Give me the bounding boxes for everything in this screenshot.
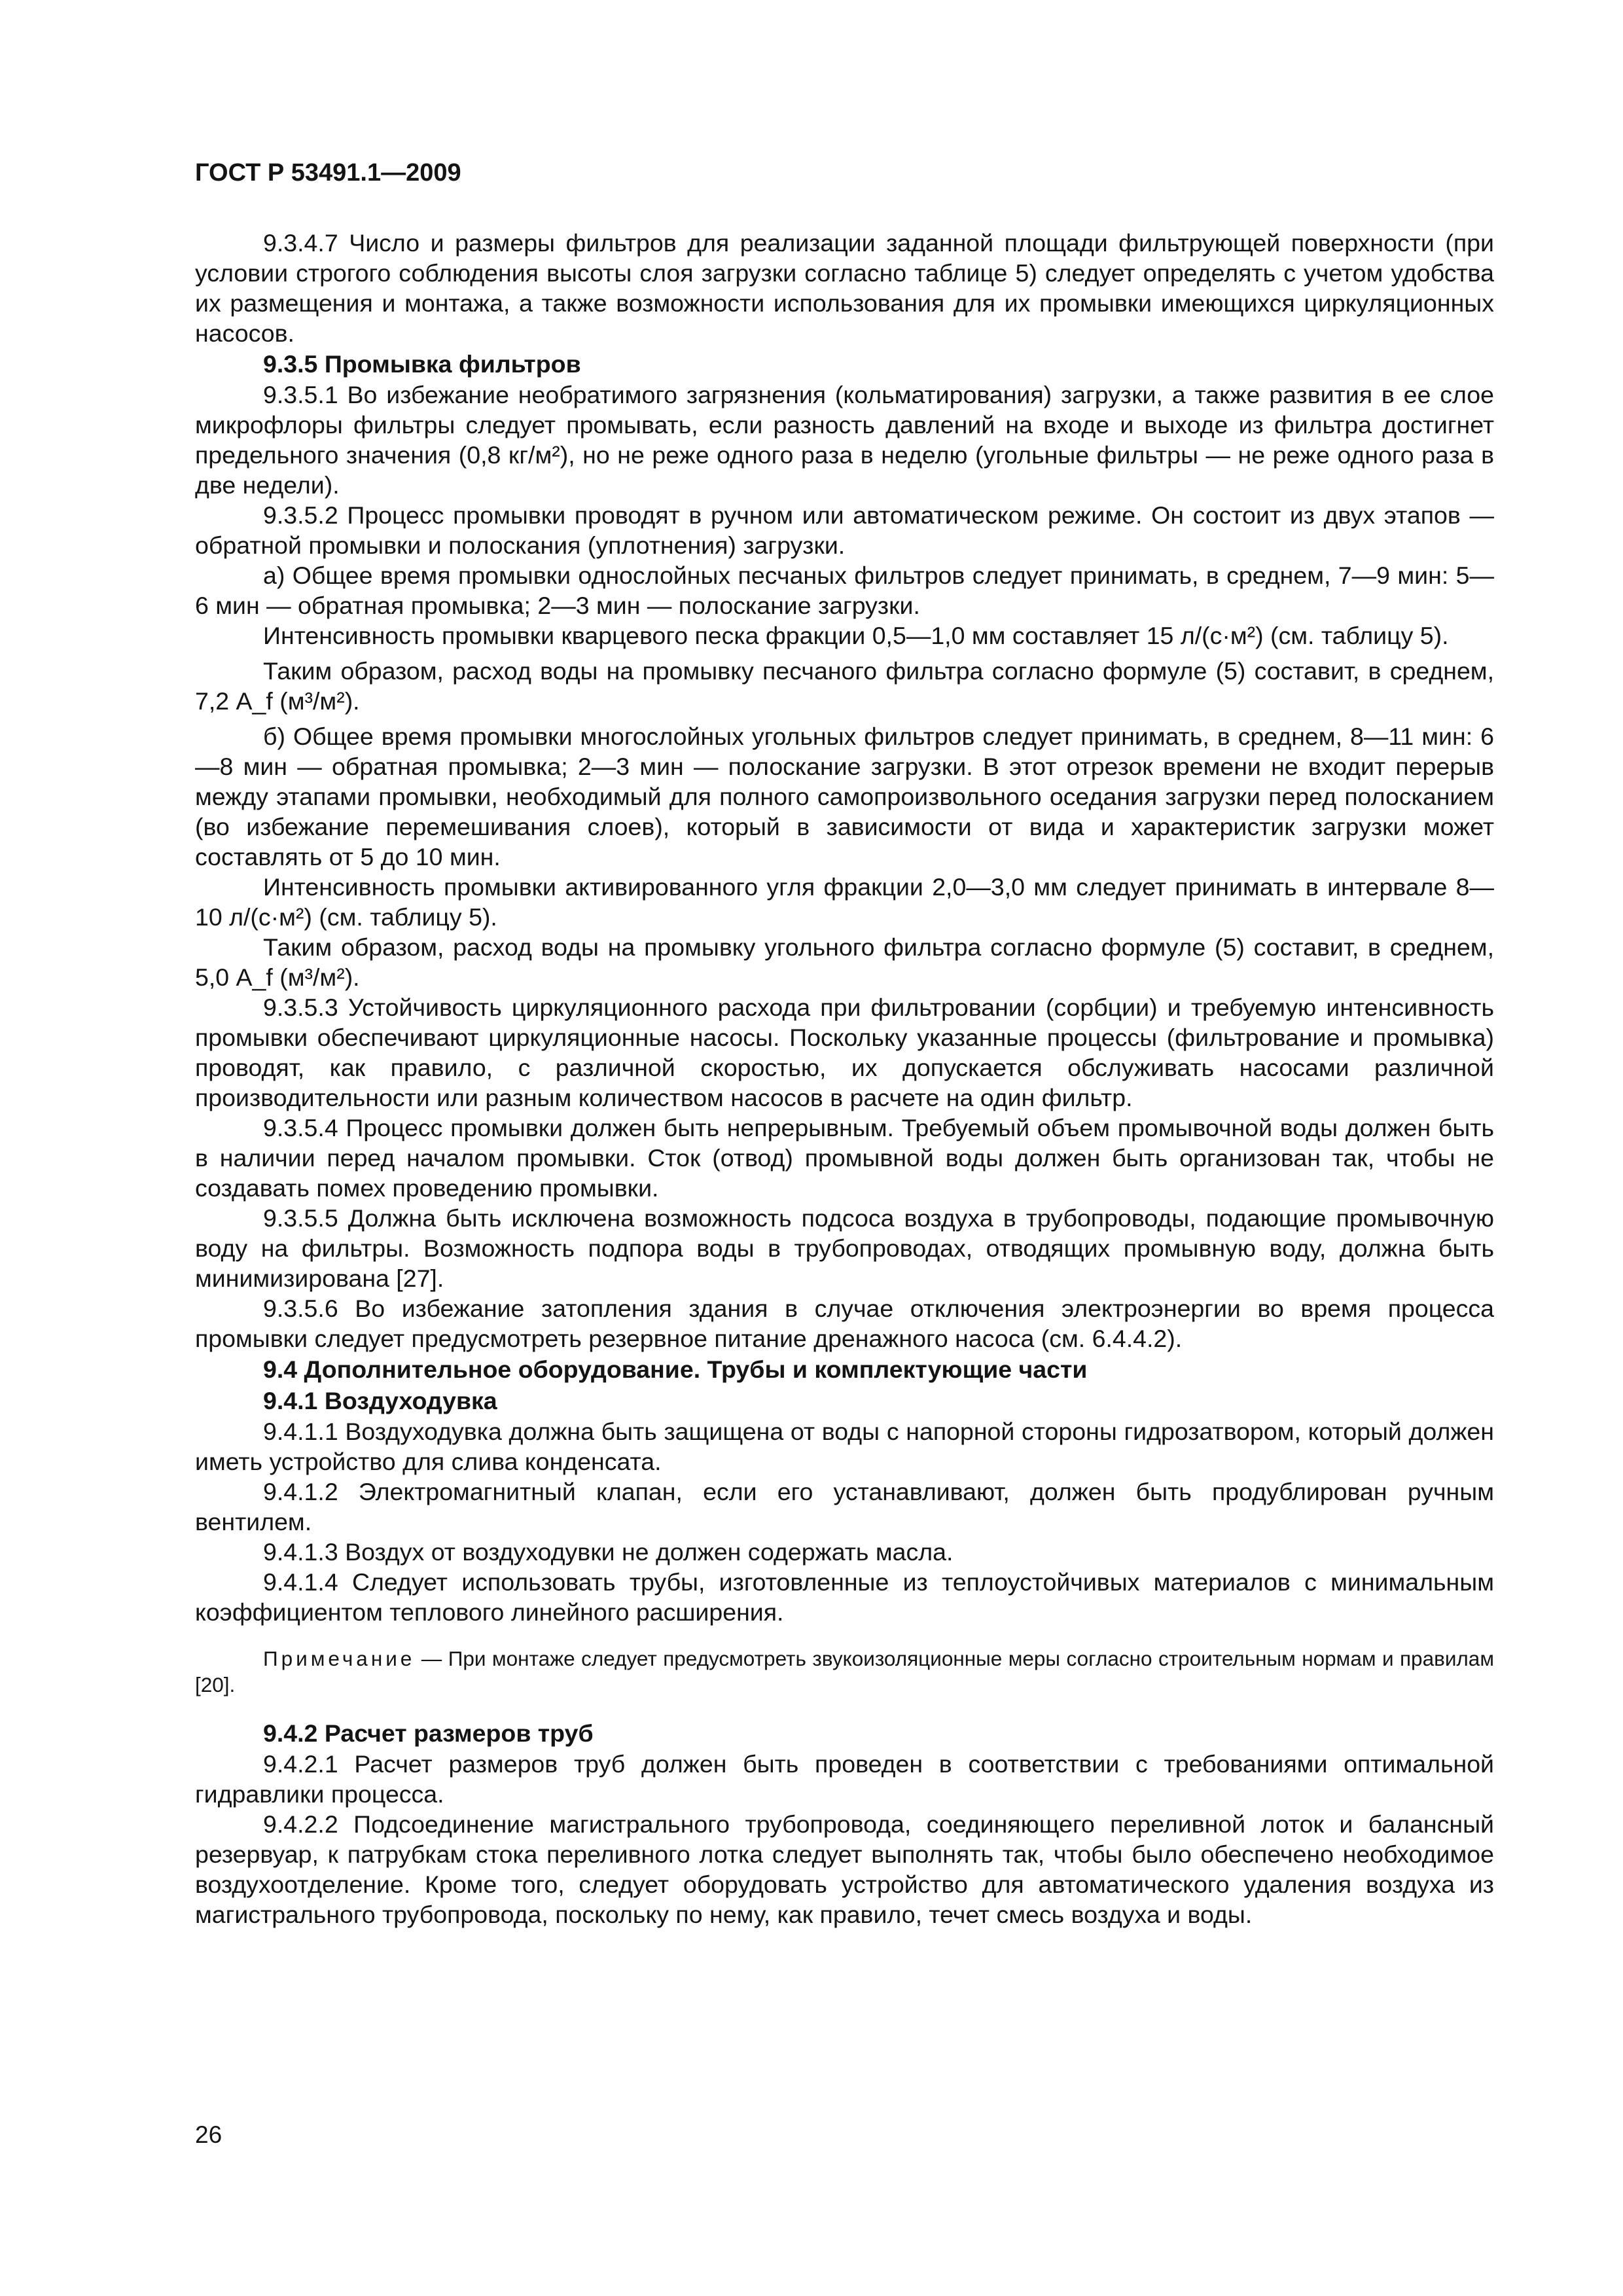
paragraph-item-a: а) Общее время промывки однослойных песчаных фильтров следует принимать, в среднем, 7—9 мин: 5—6 мин — обратная промывка; 2—3 мин — полоскание загрузки.: [195, 562, 1494, 619]
heading-9-4: 9.4 Дополнительное оборудование. Трубы и комплектующие части: [263, 1355, 1088, 1383]
paragraph-9-3-5-1: 9.3.5.1 Во избежание необратимого загрязнения (кольматирования) загрузки, а также развития в ее слое микрофлоры фильтры следует промывать, если разность давлений на входе и выходе из фильтра достигнет предельного значения (0,8 кг/м²), но не реже одного раза в неделю (угольные фильтры — не реже одного раза в две недели).: [195, 381, 1494, 499]
note-label: Примечание: [263, 1647, 416, 1670]
paragraph-item-b: б) Общее время промывки многослойных угольных фильтров следует принимать, в среднем, 8—11 мин: 6—8 мин — обратная промывка; 2—3 мин — полоскание загрузки. В этот отрезок времени не входит перерыв между этапами промывки, необходимый для полного самопроизвольного оседания загрузки перед полосканием (во избежание перемешивания слоев), который в зависимости от вида и характеристик загрузки может составлять от 5 до 10 мин.: [195, 723, 1494, 870]
heading-9-4-1: 9.4.1 Воздуходувка: [263, 1387, 497, 1414]
spacer: [195, 716, 1494, 721]
paragraph-9-3-5-5: 9.3.5.5 Должна быть исключена возможность подсоса воздуха в трубопроводы, подающие промывочную воду на фильтры. Возможность подпора воды в трубопроводах, отводящих промывную воду, должна быть минимизирована [27].: [195, 1204, 1494, 1292]
paragraph-9-3-5-3: 9.3.5.3 Устойчивость циркуляционного расхода при фильтровании (сорбции) и требуемую интенсивность промывки обеспечивают циркуляционные насосы. Поскольку указанные процессы (фильтрование и промывка) проводят, как правило, с различной скоростью, их допускается обслуживать насосами различной производительности или разным количеством насосов в расчете на один фильтр.: [195, 994, 1494, 1111]
document-code-header: ГОСТ Р 53491.1—2009: [195, 159, 461, 187]
paragraph-9-4-1-3: 9.4.1.3 Воздух от воздуходувки не должен содержать масла.: [263, 1538, 954, 1566]
heading-9-3-5: 9.3.5 Промывка фильтров: [263, 350, 581, 378]
note-text: — При монтаже следует предусмотреть звукоизоляционные меры согласно строительным нормам и правилам [20].: [195, 1647, 1494, 1696]
paragraph-9-3-5-6: 9.3.5.6 Во избежание затопления здания в случае отключения электроэнергии во время процесса промывки следует предусмотреть резервное питание дренажного насоса (см. 6.4.4.2).: [195, 1295, 1494, 1352]
spacer: [195, 651, 1494, 656]
paragraph-sand-intensity: Интенсивность промывки кварцевого песка фракции 0,5—1,0 мм составляет 15 л/(с·м²) (см. таблицу 5).: [263, 622, 1449, 649]
paragraph-9-3-4-7: 9.3.4.7 Число и размеры фильтров для реализации заданной площади фильтрующей поверхности (при условии строгого соблюдения высоты слоя загрузки согласно таблице 5) следует определять с учетом удобства их размещения и монтажа, а также возможности использования для их промывки имеющихся циркуляционных насосов.: [195, 229, 1494, 347]
paragraph-9-4-2-2: 9.4.2.2 Подсоединение магистрального трубопровода, соединяющего переливной лоток и балансный резервуар, к патрубкам стока переливного лотка следует выполнять так, чтобы было обеспечено необходимое воздухоотделение. Кроме того, следует оборудовать устройство для автоматического удаления воздуха из магистрального трубопровода, поскольку по нему, как правило, течет смесь воздуха и воды.: [195, 1810, 1494, 1928]
note: [195, 1645, 1494, 1698]
page-number: 26: [195, 2121, 223, 2148]
paragraph-9-3-5-4: 9.3.5.4 Процесс промывки должен быть непрерывным. Требуемый объем промывочной воды должен быть в наличии перед началом промывки. Сток (отвод) промывной воды должен быть организован так, чтобы не создавать помех проведению промывки.: [195, 1114, 1494, 1202]
paragraph-carbon-flow: Таким образом, расход воды на промывку угольного фильтра согласно формуле (5) составит, в среднем, 5,0 A_f (м³/м²).: [195, 933, 1494, 991]
paragraph-9-4-1-2: 9.4.1.2 Электромагнитный клапан, если его устанавливают, должен быть продублирован ручным вентилем.: [195, 1478, 1494, 1535]
paragraph-9-4-2-1: 9.4.2.1 Расчет размеров труб должен быть проведен в соответствии с требованиями оптимальной гидравлики процесса.: [195, 1750, 1494, 1808]
paragraph-9-4-1-4: 9.4.1.4 Следует использовать трубы, изготовленные из теплоустойчивых материалов с минимальным коэффициентом теплового линейного расширения.: [195, 1568, 1494, 1626]
paragraph-9-4-1-1: 9.4.1.1 Воздуходувка должна быть защищена от воды с напорной стороны гидрозатвором, который должен иметь устройство для слива конденсата.: [195, 1418, 1494, 1475]
paragraph-carbon-intensity: Интенсивность промывки активированного угля фракции 2,0—3,0 мм следует принимать в интервале 8—10 л/(с·м²) (см. таблицу 5).: [195, 873, 1494, 931]
paragraph-9-3-5-2: 9.3.5.2 Процесс промывки проводят в ручном или автоматическом режиме. Он состоит из двух этапов — обратной промывки и полоскания (уплотнения) загрузки.: [195, 501, 1494, 559]
heading-9-4-2: 9.4.2 Расчет размеров труб: [263, 1719, 594, 1747]
document-body: [195, 228, 1494, 1929]
document-page: [195, 157, 1494, 1929]
paragraph-sand-flow: Таким образом, расход воды на промывку песчаного фильтра согласно формуле (5) составит, в среднем, 7,2 A_f (м³/м²).: [195, 657, 1494, 715]
